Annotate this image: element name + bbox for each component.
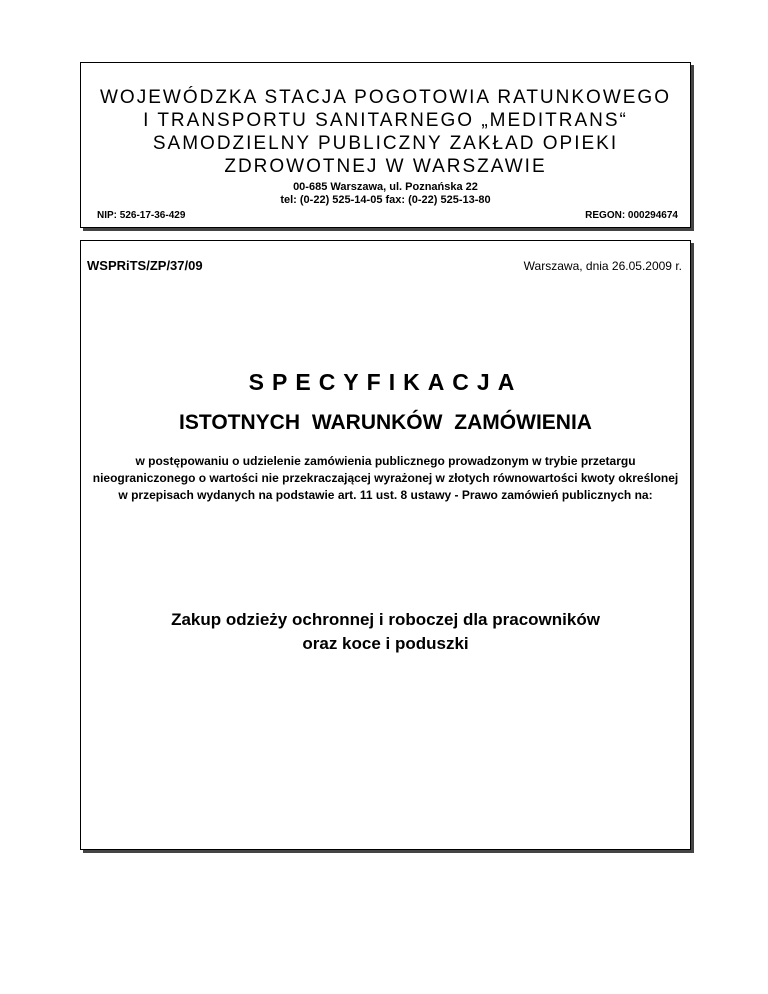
org-contact: tel: (0-22) 525-14-05 fax: (0-22) 525-13-80 [280, 194, 491, 206]
org-name-line-3: SAMODZIELNY PUBLICZNY ZAKŁAD OPIEKI [152, 133, 619, 154]
specification-cover [80, 240, 691, 850]
document-title: SPECYFIKACJA [248, 369, 523, 395]
org-name-line-4: ZDROWOTNEJ W WARSZAWIE [224, 156, 547, 177]
procedure-description: w postępowaniu o udzielenie zamówienia publicznego prowadzonym w trybie przetargu nieograniczonego o wartości nie przekraczającej wyrażonej w złotych równowartości kwoty określonej w przepisach wydanych na podstawie art. 11 ust. 8 ustawy - Prawo zamówień publicznych na: [92, 454, 679, 502]
contract-subject-line-1: Zakup odzieży ochronnej i roboczej dla pracowników [171, 610, 600, 629]
org-name-line-2: I TRANSPORTU SANITARNEGO „MEDITRANS“ [143, 110, 628, 131]
contract-subject-line-2: oraz koce i poduszki [302, 634, 469, 653]
regon-number: REGON: 000294674 [585, 210, 678, 221]
contract-subject [111, 608, 660, 656]
nip-number: NIP: 526-17-36-429 [97, 210, 186, 221]
institution-header [80, 62, 691, 228]
org-address: 00-685 Warszawa, ul. Poznańska 22 [293, 181, 478, 193]
document-subtitle: ISTOTNYCH WARUNKÓW ZAMÓWIENIA [179, 411, 592, 434]
document-date: Warszawa, dnia 26.05.2009 r. [523, 259, 682, 273]
org-name-line-1: WOJEWÓDZKA STACJA POGOTOWIA RATUNKOWEGO [100, 87, 671, 108]
reference-number: WSPRiTS/ZP/37/09 [87, 258, 203, 273]
